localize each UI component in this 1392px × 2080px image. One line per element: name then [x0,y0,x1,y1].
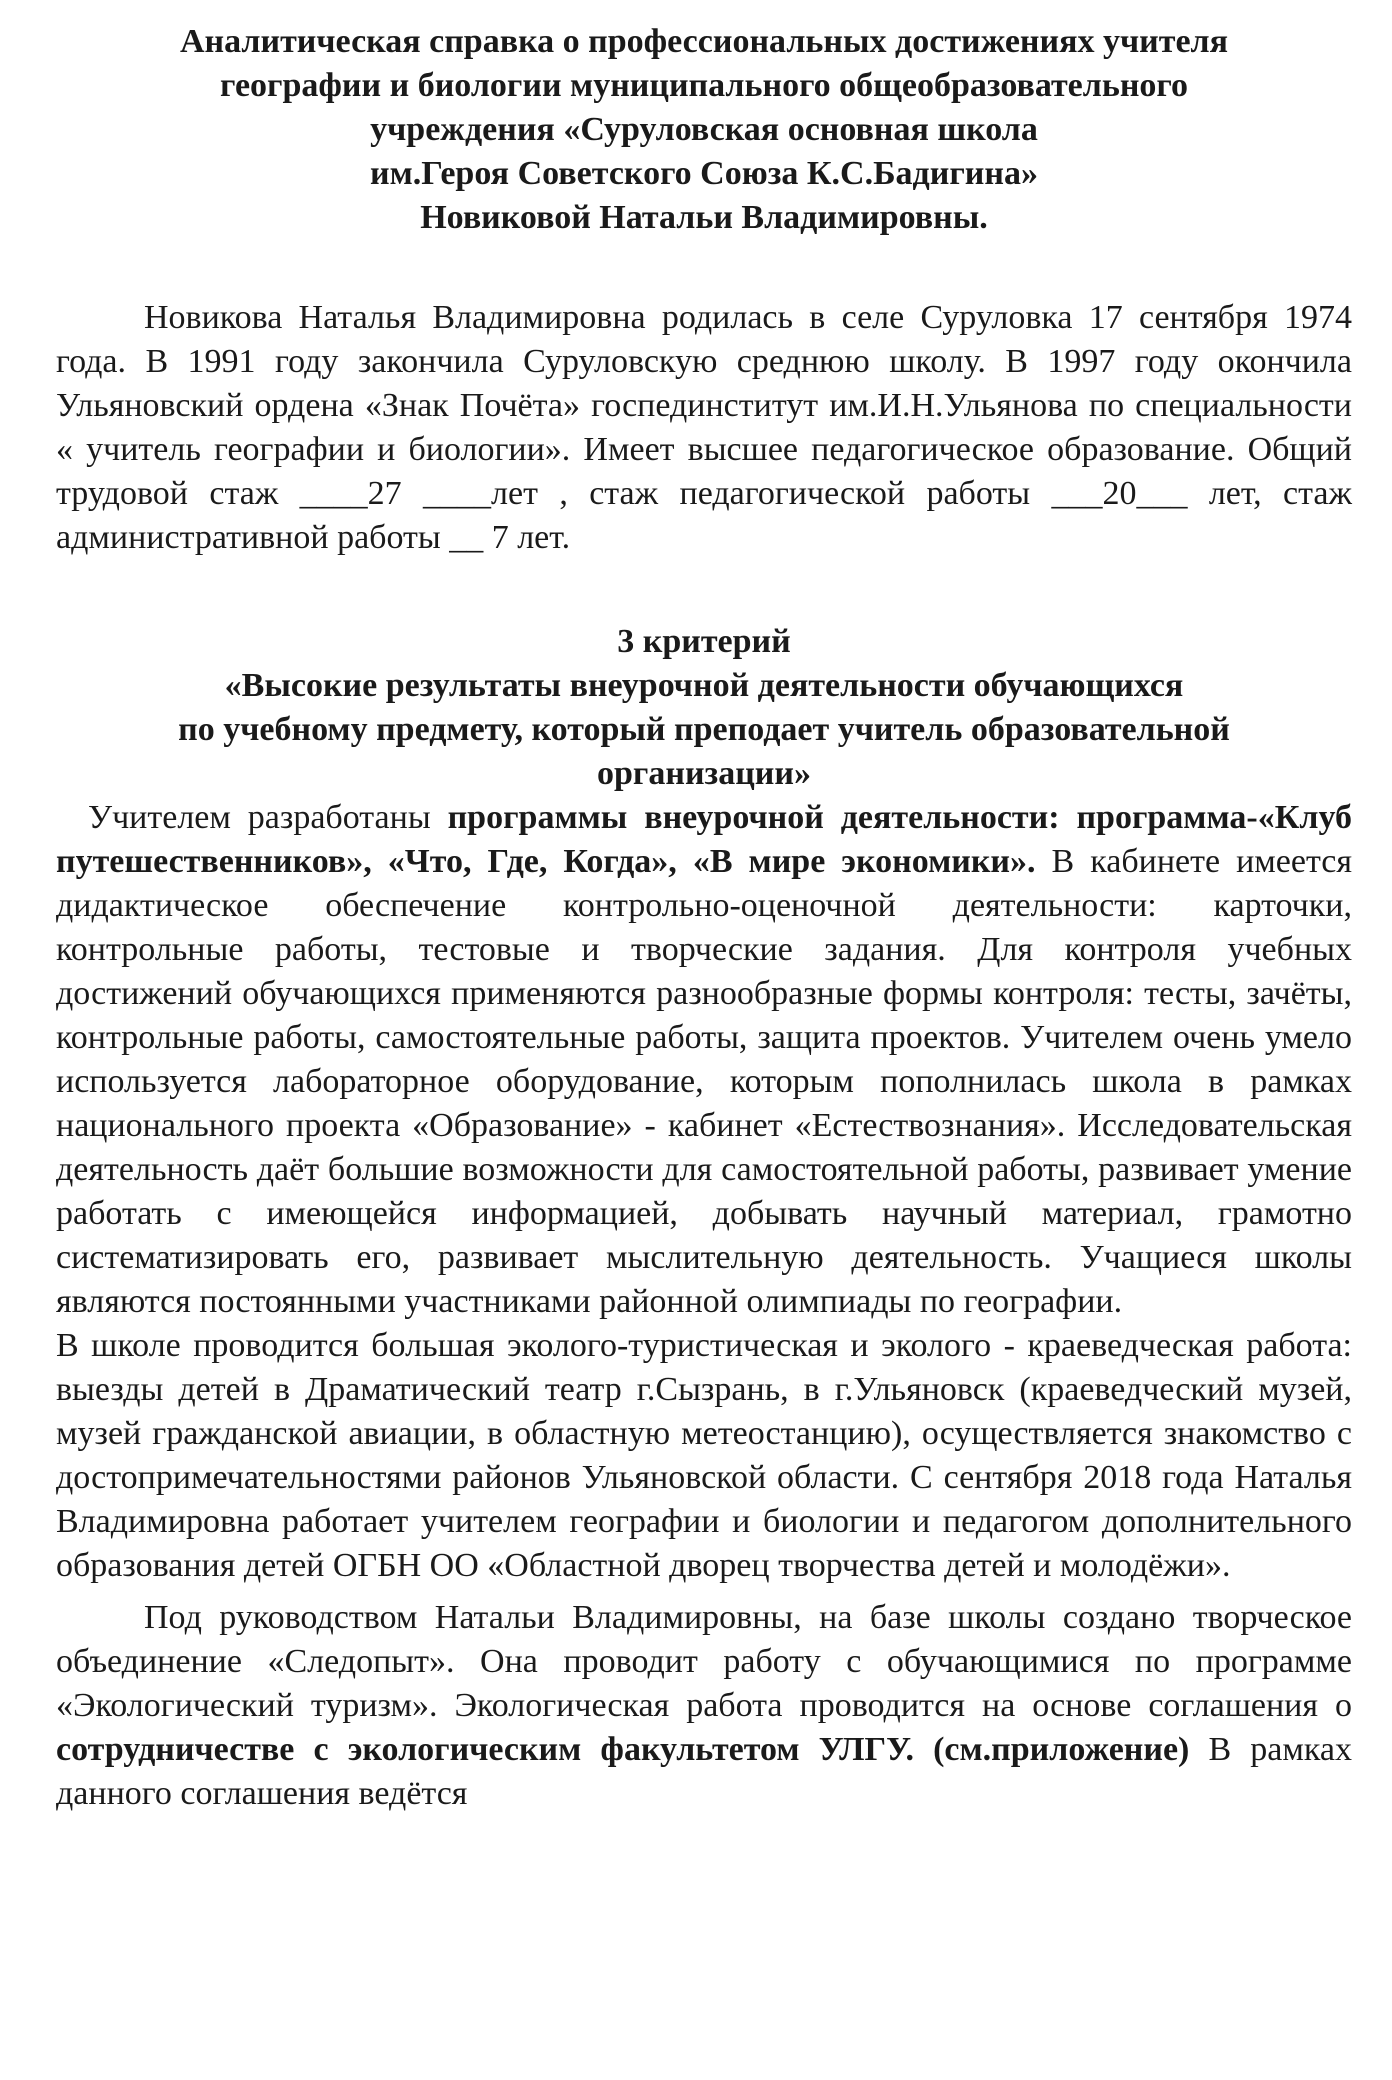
heading-line-4: им.Героя Советского Союза К.С.Бадигина» [370,155,1038,192]
paragraph-programs-start: Учителем разработаны [88,799,448,836]
document-heading [56,20,1352,240]
heading-line-3: учреждения «Суруловская основная школа [370,111,1038,148]
paragraph-association [56,1596,1352,1816]
paragraph-excursions: В школе проводится большая эколого-туристическая и эколого - краеведческая работа: выезды детей в Драматический театр г.Сызрань, в г.Ульяновск (краеведческий музей, музей гражданской авиации, в областную метеостанцию), осуществляется знакомство с достопримечательностями районов Ульяновской области. С сентября 2018 года Наталья Владимировна работает учителем географии и биологии и педагогом дополнительного образования детей ОГБН ОО «Областной дворец творчества детей и молодёжи». [56,1327,1352,1584]
paragraph-programs [56,796,1352,1324]
criterion-title-line-1: «Высокие результаты внеурочной деятельности обучающихся [224,667,1184,704]
heading-line-1: Аналитическая справка о профессиональных достижениях учителя [179,23,1229,60]
heading-line-2: географии и биологии муниципального общеобразовательного [219,67,1189,104]
intro-paragraph: Новикова Наталья Владимировна родилась в селе Суруловка 17 сентября 1974 года. В 1991 году закончила Суруловскую среднюю школу. В 1997 году окончила Ульяновский ордена «Знак Почёта» госпединститут им.И.Н.Ульянова по специальности « учитель географии и биологии». Имеет высшее педагогическое образование. Общий трудовой стаж ____27 ____лет , стаж педагогической работы ___20___ лет, стаж административной работы __ 7 лет. [56,299,1352,556]
criterion-title-line-2: по учебному предмету, который преподает учитель образовательной [178,711,1230,748]
paragraph-association-rest: В рамках данного соглашения ведётся [56,1731,1353,1812]
criterion-title-line-3: организации» [597,755,811,792]
paragraph-association-bold: сотрудничестве с экологическим факультетом УЛГУ. (см.приложение) [56,1731,1190,1768]
paragraph-programs-bold: программы внеурочной деятельности: программа-«Клуб путешественников», «Что, Где, Когда», «В мире экономики». [56,799,1352,880]
criterion-heading [56,620,1352,796]
paragraph-programs-rest: В кабинете имеется дидактическое обеспечение контрольно-оценочной деятельности: карточки, контрольные работы, тестовые и творческие задания. Для контроля учебных достижений обучающихся применяются разнообразные формы контроля: тесты, зачёты, контрольные работы, самостоятельные работы, защита проектов. Учителем очень умело используется лабораторное оборудование, которым пополнилась школа в рамках национального проекта «Образование» - кабинет «Естествознания». Исследовательская деятельность даёт большие возможности для самостоятельной работы, развивает умение работать с имеющейся информацией, добывать научный материал, грамотно систематизировать его, развивает мыслительную деятельность. Учащиеся школы являются постоянными участниками районной олимпиады по географии. [56,843,1352,1320]
paragraph-association-start: Под руководством Натальи Владимировны, на базе школы создано творческое объединение «Следопыт». Она проводит работу с обучающимися по программе «Экологический туризм». Экологическая работа проводится на основе соглашения о [56,1599,1352,1724]
criterion-number: 3 критерий [617,623,791,660]
heading-line-5: Новиковой Натальи Владимировны. [420,199,988,236]
